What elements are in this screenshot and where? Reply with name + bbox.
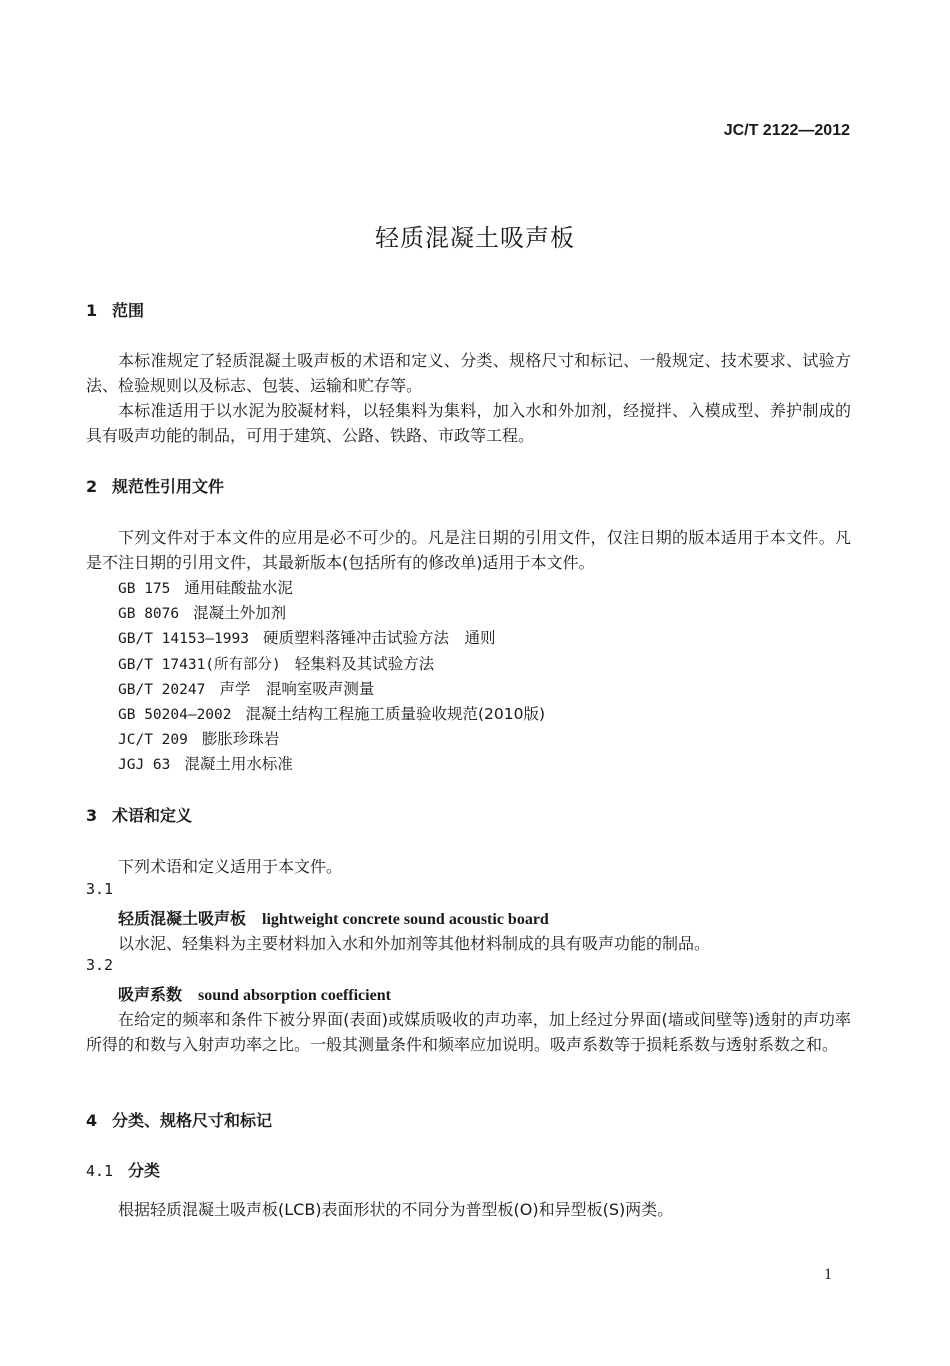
reference-code: JC/T 209	[118, 732, 188, 748]
section-number: 3	[86, 806, 98, 825]
section-number: 4	[86, 1111, 98, 1130]
term-number: 3.1	[86, 880, 114, 898]
term-definition: 在给定的频率和条件下被分界面(表面)或媒质吸收的声功率，加上经过分界面(墙或间壁等)透射的声功率所得的和数与入射声功率之比。一般其测量条件和频率应加说明。吸声系数等于损耗系数与透射系数之和。	[86, 1010, 851, 1054]
section-title: 范围	[112, 301, 145, 320]
reference-code: GB 175	[118, 581, 171, 597]
reference-item	[118, 626, 495, 648]
reference-item	[118, 677, 374, 699]
reference-item	[118, 727, 279, 749]
reference-title: 轻集料及其试验方法	[294, 655, 435, 673]
reference-item	[118, 652, 434, 674]
standard-number: JC/T 2122—2012	[723, 122, 850, 139]
reference-code: GB/T 14153—1993	[118, 631, 249, 647]
section-1-heading	[86, 298, 144, 321]
term-english: sound absorption coefficient	[198, 987, 391, 1004]
reference-title: 声学 混响室吸声测量	[219, 680, 375, 698]
term-chinese: 轻质混凝土吸声板	[118, 909, 247, 928]
term-number: 3.2	[86, 956, 114, 974]
section-number: 2	[86, 477, 98, 496]
page-number: 1	[824, 1266, 832, 1283]
reference-title: 混凝土结构工程施工质量验收规范(2010版)	[245, 705, 546, 723]
term-entry	[118, 906, 549, 929]
reference-title: 膨胀珍珠岩	[201, 730, 280, 748]
section-title: 分类、规格尺寸和标记	[112, 1111, 273, 1130]
reference-item	[118, 601, 286, 623]
classification-paragraph: 根据轻质混凝土吸声板(LCB)表面形状的不同分为普型板(O)和异型板(S)两类。	[118, 1200, 674, 1219]
reference-code: GB/T 17431(所有部分)	[118, 657, 281, 673]
reference-code: GB 8076	[118, 606, 180, 622]
section-2-heading	[86, 474, 224, 497]
document-title: 轻质混凝土吸声板	[375, 224, 575, 252]
section-title: 规范性引用文件	[112, 477, 225, 496]
section-number: 1	[86, 301, 98, 320]
references-intro: 下列文件对于本文件的应用是必不可少的。凡是注日期的引用文件，仅注日期的版本适用于本文件。凡是不注日期的引用文件，其最新版本(包括所有的修改单)适用于本文件。	[86, 528, 851, 572]
reference-title: 混凝土用水标准	[184, 755, 293, 773]
reference-code: GB/T 20247	[118, 682, 206, 698]
reference-code: JGJ 63	[118, 757, 171, 773]
subsection-number: 4.1	[86, 1162, 114, 1180]
reference-item	[118, 752, 293, 774]
reference-title: 混凝土外加剂	[193, 604, 287, 622]
reference-title: 通用硅酸盐水泥	[184, 579, 293, 597]
reference-title: 硬质塑料落锤冲击试验方法 通则	[262, 629, 496, 647]
section-4-heading	[86, 1108, 272, 1131]
scope-paragraph-2: 本标准适用于以水泥为胶凝材料，以轻集料为集料，加入水和外加剂，经搅拌、入模成型、养护制成的具有吸声功能的制品，可用于建筑、公路、铁路、市政等工程。	[86, 401, 851, 445]
subsection-title: 分类	[128, 1161, 161, 1180]
scope-paragraph-1: 本标准规定了轻质混凝土吸声板的术语和定义、分类、规格尺寸和标记、一般规定、技术要求、试验方法、检验规则以及标志、包装、运输和贮存等。	[86, 351, 851, 395]
term-chinese: 吸声系数	[118, 985, 183, 1004]
reference-code: GB 50204—2002	[118, 707, 232, 723]
term-english: lightweight concrete sound acoustic board	[262, 911, 549, 928]
terms-intro: 下列术语和定义适用于本文件。	[118, 857, 343, 876]
reference-item	[118, 702, 545, 724]
section-3-heading	[86, 803, 192, 826]
term-entry	[118, 982, 391, 1005]
subsection-4-1-heading	[86, 1158, 160, 1181]
reference-item	[118, 576, 293, 598]
section-title: 术语和定义	[112, 806, 193, 825]
term-definition: 以水泥、轻集料为主要材料加入水和外加剂等其他材料制成的具有吸声功能的制品。	[118, 934, 711, 953]
